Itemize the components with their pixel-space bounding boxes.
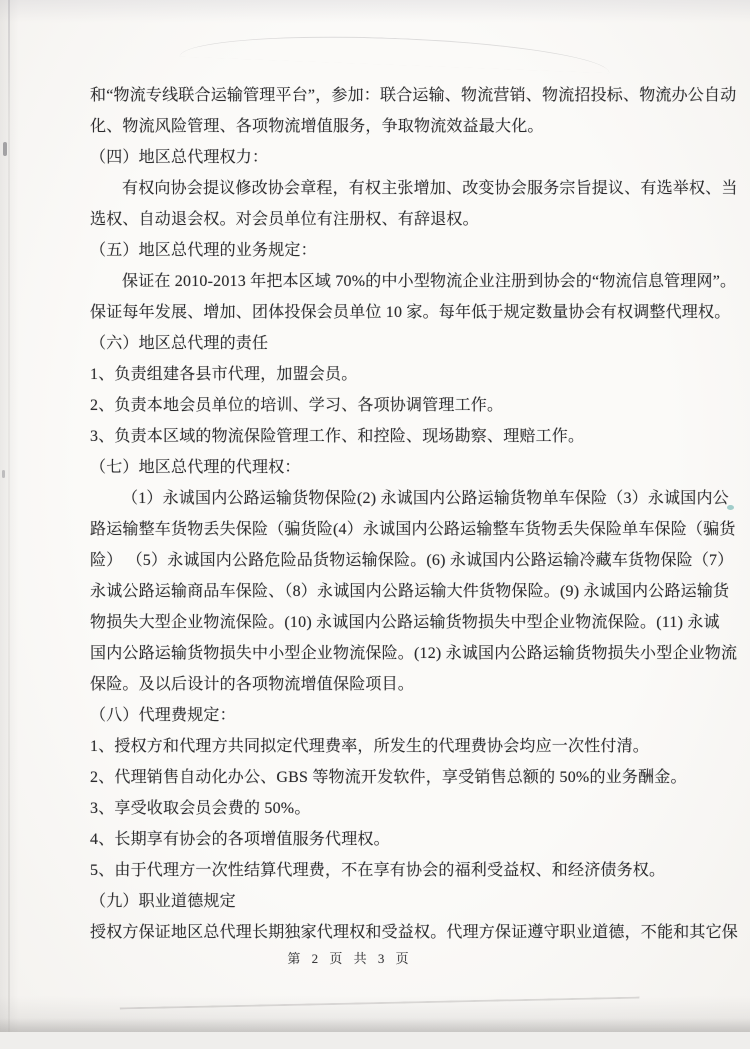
text-line: 4、长期享有协会的各项增值服务代理权。 — [90, 831, 390, 848]
text-line: 路运输整车货物丢失保险（骗货险(4）永诚国内公路运输整车货物丢失保险单车保险（骗货 — [90, 521, 736, 538]
text-line: 永诚公路运输商品车保险、（8）永诚国内公路运输大件货物保险。(9) 永诚国内公路运输货 — [90, 583, 730, 600]
text-line: 和“物流专线联合运输管理平台”，参加：联合运输、物流营销、物流招投标、物流办公自动 — [90, 87, 737, 104]
text-line: 保险。及以后设计的各项物流增值保险项目。 — [90, 676, 415, 693]
document-body — [0, 80, 750, 948]
text-line: 物损失大型企业物流保险。(10) 永诚国内公路运输货物损失中型企业物流保险。(11) 永诚 — [90, 614, 720, 631]
paper-crease-top — [180, 30, 611, 73]
text-line: （五）地区总代理的业务规定： — [90, 242, 317, 259]
text-line: （七）地区总代理的代理权： — [90, 459, 301, 476]
text-line: （四）地区总代理权力： — [90, 149, 269, 166]
text-line: 授权方保证地区总代理长期独家代理权和受益权。代理方保证遵守职业道德，不能和其它保 — [90, 924, 739, 941]
text-line: 险） （5）永诚国内公路危险品货物运输保险。(6) 永诚国内公路运输冷藏车货物保险（7） — [90, 552, 734, 569]
text-line: 保证每年发展、增加、团体投保会员单位 10 家。每年低于规定数量协会有权调整代理权。 — [90, 304, 731, 321]
text-line: （1）永诚国内公路运输货物保险(2) 永诚国内公路运输货物单车保险（3）永诚国内公 — [122, 490, 729, 507]
text-line: 选权、自动退会权。对会员单位有注册权、有辞退权。 — [90, 211, 479, 228]
text-line: （六）地区总代理的责任 — [90, 335, 269, 352]
text-line: 2、负责本地会员单位的培训、学习、各项协调管理工作。 — [90, 397, 504, 414]
text-line: 3、负责本区域的物流保险管理工作、和控险、现场勘察、理赔工作。 — [90, 428, 585, 445]
text-line: 国内公路运输货物损失中小型企业物流保险。(12) 永诚国内公路运输货物损失小型企业物流 — [90, 645, 738, 662]
text-line: 保证在 2010-2013 年把本区域 70%的中小型物流企业注册到协会的“物流信息管理网”。 — [122, 273, 737, 290]
text-line: 3、享受收取会员会费的 50%。 — [90, 800, 311, 817]
text-line: 5、由于代理方一次性结算代理费，不在享有协会的福利受益权、和经济债务权。 — [90, 862, 666, 879]
text-line: 1、负责组建各县市代理，加盟会员。 — [90, 366, 358, 383]
page-number-footer: 第 2 页 共 3 页 — [287, 951, 413, 966]
text-line: 2、代理销售自动化办公、GBS 等物流开发软件，享受销售总额的 50%的业务酬金。 — [90, 769, 687, 786]
text-line: 化、物流风险管理、各项物流增值服务，争取物流效益最大化。 — [90, 118, 544, 135]
text-line: （九）职业道德规定 — [90, 893, 236, 910]
scan-shadow-bottom — [0, 1018, 750, 1032]
text-line: （八）代理费规定： — [90, 707, 236, 724]
text-line: 有权向协会提议修改协会章程，有权主张增加、改变协会服务宗旨提议、有选举权、当 — [122, 180, 738, 197]
text-line: 1、授权方和代理方共同拟定代理费率，所发生的代理费协会均应一次性付清。 — [90, 738, 650, 755]
